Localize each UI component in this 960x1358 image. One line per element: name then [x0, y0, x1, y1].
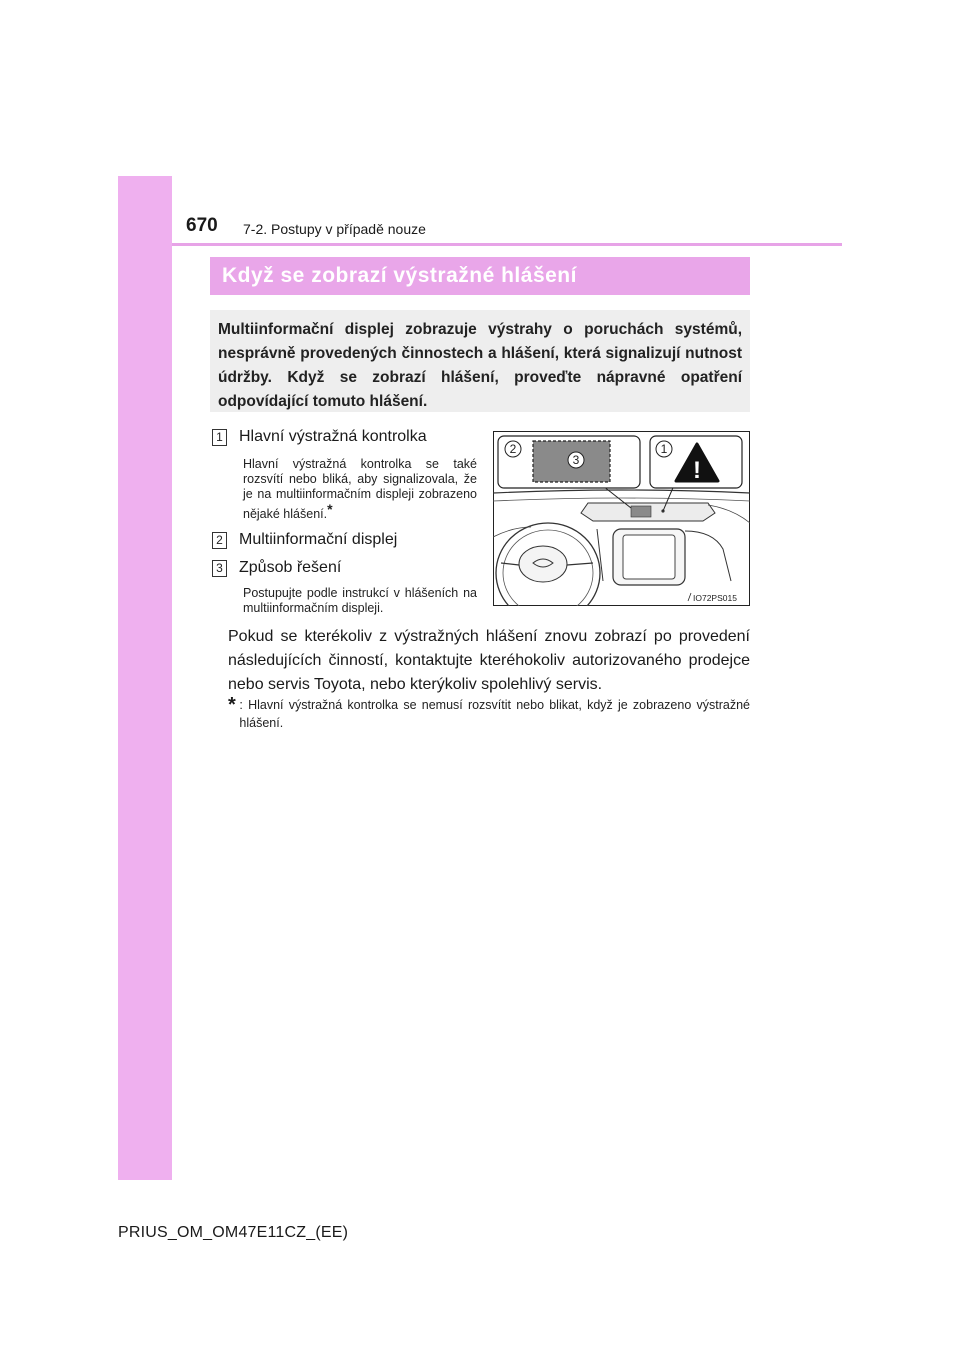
- callout-1: 1: [660, 442, 668, 456]
- multi-info-display: [631, 506, 651, 517]
- section-title: Když se zobrazí výstražné hlášení: [210, 257, 750, 295]
- chapter-title: 7-2. Postupy v případě nouze: [243, 221, 426, 237]
- steering-hub: [519, 546, 567, 582]
- item-description: Postupujte podle instrukcí v hlášeních na multiinformačním displeji.: [243, 586, 477, 615]
- footnote-marker: *: [327, 501, 333, 517]
- center-screen: [623, 535, 675, 579]
- item-number-badge: 3: [212, 560, 227, 577]
- callout-2: 2: [509, 442, 517, 456]
- list-item-3: [212, 559, 341, 577]
- header-rule: [172, 243, 842, 246]
- item-description: [243, 457, 477, 522]
- body-paragraph: Pokud se kterékoliv z výstražných hlášení znovu zobrazí po provedení následujících činností, kontaktujte kteréhokoliv autorizovaného prodejce nebo servis Toyota, nebo kterýkoliv spolehlivý servis.: [228, 628, 750, 693]
- warning-glyph: !: [693, 457, 701, 484]
- item-number-badge: 1: [212, 429, 227, 446]
- chapter-sidebar-tab: [118, 176, 172, 1180]
- page-number: 670: [186, 215, 218, 236]
- item-label: Multiinformační displej: [239, 531, 398, 548]
- footnote-text: : Hlavní výstražná kontrolka se nemusí rozsvítit nebo blikat, když je zobrazeno výstražné hlášení.: [239, 698, 750, 730]
- figure-code: IO72PS015: [693, 593, 737, 603]
- document-footer: PRIUS_OM_OM47E11CZ_(EE): [118, 1224, 349, 1241]
- dashboard-illustration: [493, 431, 750, 606]
- list-item-2: [212, 531, 397, 549]
- callout-3: 3: [572, 453, 580, 467]
- list-item-1: [212, 428, 427, 446]
- intro-text: Multiinformační displej zobrazuje výstrahy o poruchách systémů, nesprávně provedených činnostech a hlášení, která signalizují nutnost údržby. Když se zobrazí hlášení, proveďte nápravné opatření odpovídající tomuto hlášení.: [218, 321, 742, 410]
- footnote: [228, 696, 750, 732]
- footnote-mark: *: [228, 694, 236, 716]
- item-label: Způsob řešení: [239, 559, 342, 576]
- item-number-badge: 2: [212, 532, 227, 549]
- item-label: Hlavní výstražná kontrolka: [239, 428, 427, 445]
- intro-box: [210, 310, 750, 412]
- item-description-text: Hlavní výstražná kontrolka se také rozsvítí nebo bliká, aby signalizovala, že je na multiinformačním displeji zobrazeno nějaké hlášení.: [243, 457, 477, 521]
